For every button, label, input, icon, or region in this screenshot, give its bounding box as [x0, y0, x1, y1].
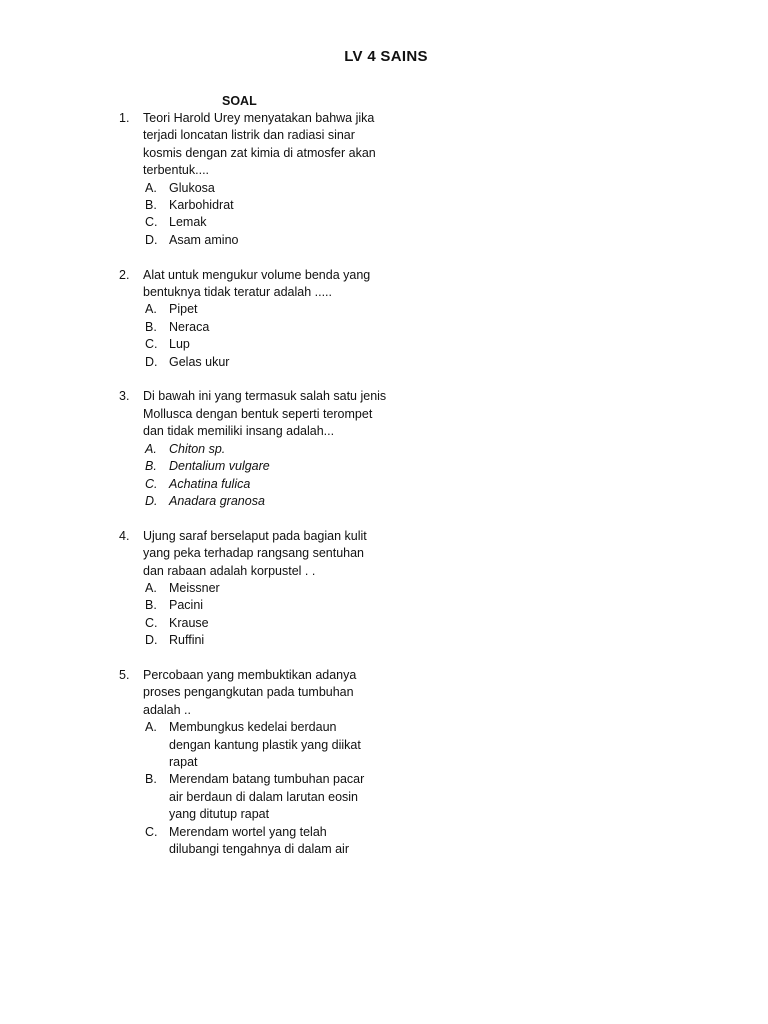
question-number: 4.: [119, 528, 130, 543]
answer-option: [145, 319, 419, 336]
answer-option: [145, 354, 419, 371]
answer-option: [145, 197, 419, 214]
question-5: [119, 667, 419, 858]
option-label: D.: [145, 232, 158, 247]
option-label: C.: [145, 215, 158, 230]
option-text: Achatina fulica: [169, 476, 251, 491]
option-text: Neraca: [169, 319, 210, 334]
question-text: Teori Harold Urey menyatakan bahwa jika terjadi loncatan listrik dan radiasi sinar kosmis dengan zat kimia di atmosfer akan terbentuk....: [143, 111, 376, 178]
option-label: B.: [145, 598, 157, 613]
answer-option: [145, 719, 419, 771]
question-2: [119, 267, 419, 371]
option-label: C.: [145, 337, 158, 352]
option-label: D.: [145, 354, 158, 369]
answer-option: [145, 597, 419, 614]
option-label: D.: [145, 493, 158, 508]
section-label: SOAL: [222, 94, 257, 108]
option-label: A.: [145, 720, 157, 735]
answer-option: [145, 232, 419, 249]
option-text: Krause: [169, 615, 209, 630]
option-text: Asam amino: [169, 232, 239, 247]
option-label: C.: [145, 615, 158, 630]
option-label: B.: [145, 198, 157, 213]
option-text: Chiton sp.: [169, 441, 226, 456]
answer-option: [145, 476, 419, 493]
option-text: Meissner: [169, 580, 220, 595]
question-number: 2.: [119, 267, 130, 282]
answer-option: [145, 441, 419, 458]
option-label: A.: [145, 580, 157, 595]
option-label: B.: [145, 772, 157, 787]
answer-option: [145, 458, 419, 475]
option-label: D.: [145, 633, 158, 648]
answer-option: [145, 580, 419, 597]
answer-option: [145, 632, 419, 649]
answer-option: [145, 771, 419, 823]
option-text: Ruffini: [169, 633, 205, 648]
answer-option: [145, 824, 419, 859]
question-number: 1.: [119, 111, 130, 125]
answer-option: [145, 214, 419, 231]
question-number: 3.: [119, 389, 130, 404]
option-text: Anadara granosa: [169, 493, 265, 508]
answer-option: [145, 180, 419, 197]
option-label: A.: [145, 302, 157, 317]
option-text: Dentalium vulgare: [169, 459, 270, 474]
option-label: A.: [145, 441, 157, 456]
option-text: Membungkus kedelai berdaun dengan kantung plastik yang diikat rapat: [169, 720, 361, 769]
question-list: [119, 110, 419, 876]
option-text: Pacini: [169, 598, 204, 613]
option-label: A.: [145, 180, 157, 195]
option-text: Merendam batang tumbuhan pacar air berdaun di dalam larutan eosin yang ditutup rapat: [169, 772, 365, 822]
option-text: Gelas ukur: [169, 354, 230, 369]
question-4: [119, 528, 419, 650]
question-number: 5.: [119, 667, 130, 682]
answer-option: [145, 301, 419, 318]
question-text: Di bawah ini yang termasuk salah satu jenis Mollusca dengan bentuk seperti terompet dan tidak memiliki insang adalah...: [143, 389, 387, 439]
option-text: Lemak: [169, 215, 207, 230]
answer-option: [145, 615, 419, 632]
question-3: [119, 388, 419, 510]
question-text: Alat untuk mengukur volume benda yang bentuknya tidak teratur adalah .....: [143, 267, 371, 300]
option-label: B.: [145, 459, 157, 474]
document-title: LV 4 SAINS: [344, 48, 428, 65]
option-label: C.: [145, 476, 158, 491]
answer-option: [145, 336, 419, 353]
option-text: Pipet: [169, 302, 198, 317]
question-text: Percobaan yang membuktikan adanya proses pengangkutan pada tumbuhan adalah ..: [143, 667, 357, 717]
option-label: B.: [145, 319, 157, 334]
question-text: Ujung saraf berselaput pada bagian kulit yang peka terhadap rangsang sentuhan dan rabaan adalah korpustel . .: [143, 528, 367, 578]
question-1: [119, 110, 419, 249]
option-label: C.: [145, 824, 158, 839]
option-text: Lup: [169, 337, 190, 352]
option-text: Karbohidrat: [169, 198, 234, 213]
option-text: Glukosa: [169, 180, 215, 195]
answer-option: [145, 493, 419, 510]
option-text: Merendam wortel yang telah dilubangi tengahnya di dalam air: [169, 824, 349, 856]
